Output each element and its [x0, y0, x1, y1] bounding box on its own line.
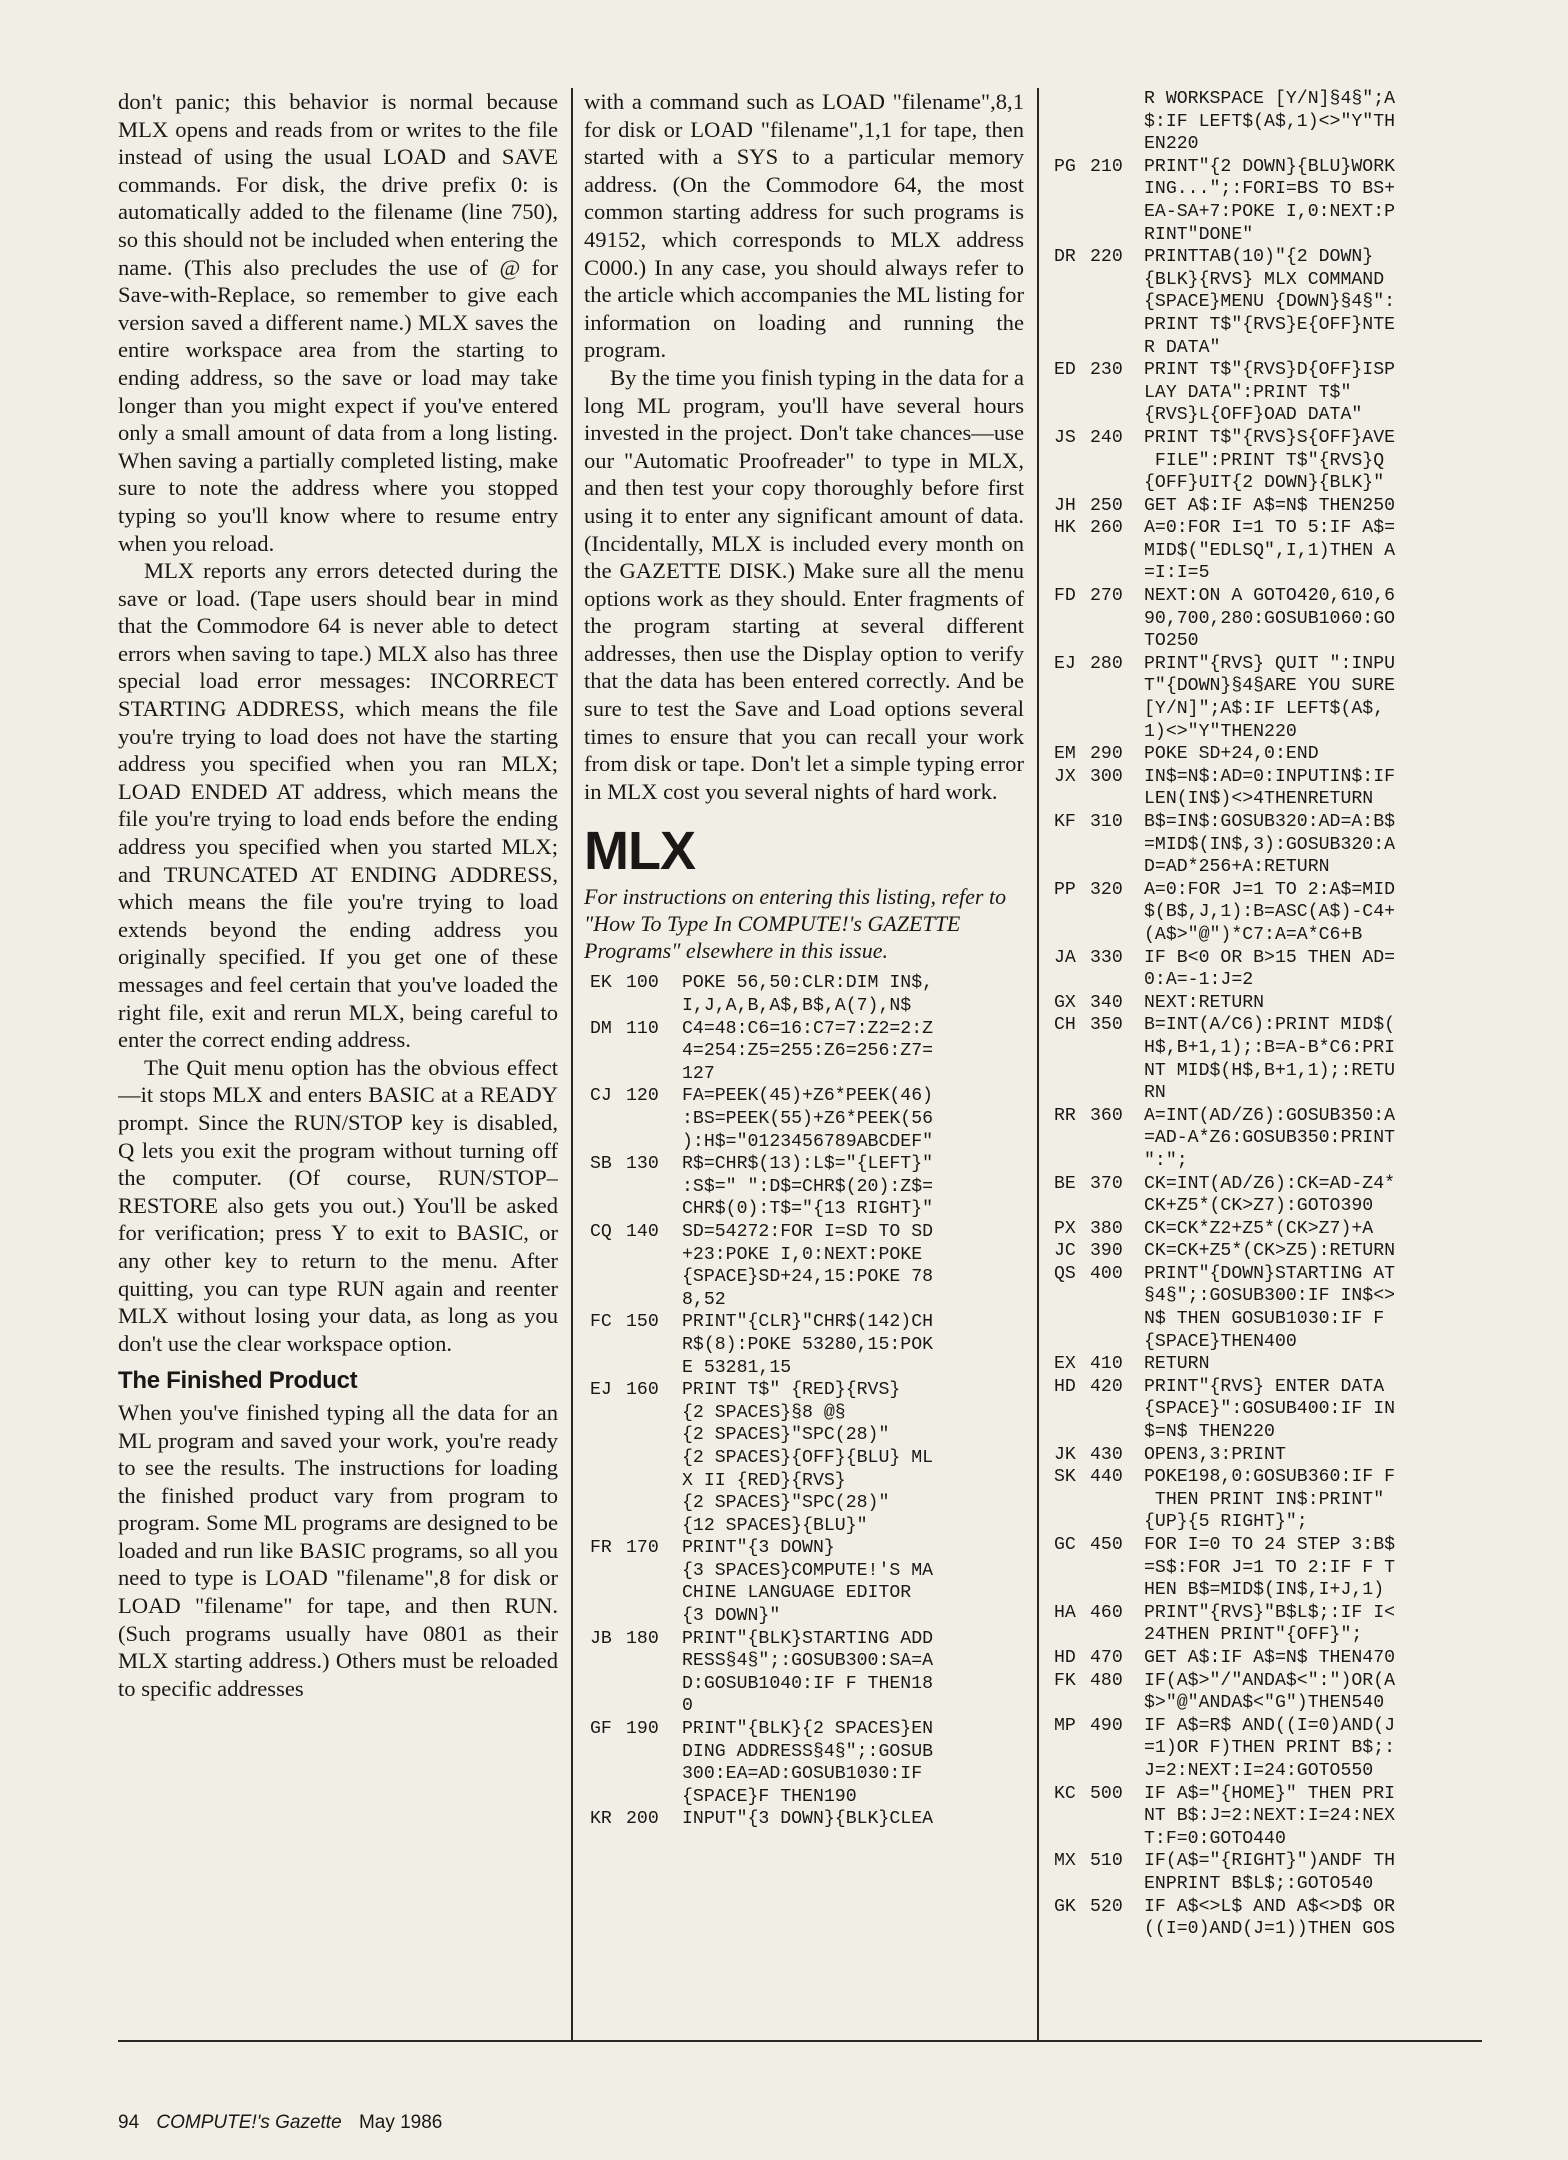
code-line — [1048, 1602, 1482, 1647]
line-number: 320 — [1090, 879, 1123, 900]
code-text: C4=48:C6=16:C7=7:Z2=2:Z 4=254:Z5=255:Z6=256:Z7= 127 — [682, 1018, 934, 1084]
checksum-label: CJ — [590, 1086, 612, 1107]
code-line — [1048, 1534, 1482, 1602]
line-number: 180 — [626, 1628, 659, 1649]
code-text: A=0:FOR I=1 TO 5:IF A$= MID$("EDLSQ",I,1)THEN A =I:I=5 — [1144, 518, 1396, 584]
checksum-label: HD — [1054, 1376, 1076, 1397]
line-number: 430 — [1090, 1444, 1123, 1465]
code-text: PRINTTAB(10)"{2 DOWN} {BLK}{RVS} MLX COMMAND {SPACE}MENU {DOWN}§4§": PRINT T$"{RVS}E{OFF}NTE R DATA" — [1144, 247, 1396, 358]
line-number: 270 — [1090, 586, 1123, 607]
line-number: 220 — [1090, 247, 1123, 268]
code-text: OPEN3,3:PRINT — [1144, 1444, 1286, 1465]
code-line — [1048, 1783, 1482, 1851]
code-line — [1048, 1466, 1482, 1534]
code-line — [1048, 1376, 1482, 1444]
code-line — [1048, 1105, 1482, 1173]
checksum-label: EK — [590, 973, 612, 994]
code-text: A=0:FOR J=1 TO 2:A$=MID $(B$,J,1):B=ASC(A$)-C4+ (A$>"@")*C7:A=A*C6+B — [1144, 879, 1396, 945]
code-text: CK=CK+Z5*(CK>Z5):RETURN — [1144, 1241, 1396, 1262]
body-paragraph: The Quit menu option has the obvious effect—it stops MLX and enters BASIC at a READY prompt. Since the RUN/STOP key is disabled, Q lets you exit the program without turning off the computer. (Of course, RUN/STOP–RESTORE also gets you out.) You'll be asked for verification; press Y to exit to BASIC, or any other key to return to the menu. After quitting, you can type RUN again and reenter MLX without losing your data, as long as you don't use the clear workspace option. — [118, 1054, 558, 1356]
code-line — [1048, 1647, 1482, 1670]
checksum-label: MX — [1054, 1851, 1076, 1872]
code-line — [1048, 427, 1482, 495]
line-number: 190 — [626, 1719, 659, 1740]
column-divider — [571, 88, 573, 2040]
checksum-label: KF — [1054, 812, 1076, 832]
code-line — [1048, 992, 1482, 1015]
line-number: 300 — [1090, 766, 1123, 787]
line-number: 420 — [1090, 1376, 1123, 1397]
checksum-label: HD — [1054, 1647, 1076, 1668]
line-number: 470 — [1090, 1647, 1123, 1668]
code-line — [1048, 517, 1482, 585]
checksum-label: PP — [1054, 879, 1076, 900]
code-text: SD=54272:FOR I=SD TO SD +23:POKE I,0:NEXT:POKE {SPACE}SD+24,15:POKE 78 8,52 — [682, 1221, 934, 1310]
code-line — [1048, 1014, 1482, 1104]
code-text: IF(A$>"/"ANDA$<":")OR(A $>"@"ANDA$<"G")THEN540 — [1144, 1670, 1396, 1714]
publication-name: COMPUTE!'s Gazette — [156, 2112, 342, 2133]
line-number: 370 — [1090, 1173, 1123, 1194]
code-line — [1048, 743, 1482, 766]
line-number: 280 — [1090, 653, 1123, 674]
checksum-label: JX — [1054, 766, 1076, 787]
code-text: B=INT(A/C6):PRINT MID$( H$,B+1,1);:B=A-B*C6:PRI NT MID$(H$,B+1,1);:RETU RN — [1144, 1015, 1396, 1104]
code-line — [1048, 947, 1482, 992]
issue-date: May 1986 — [358, 2112, 443, 2133]
code-line — [584, 1153, 1024, 1221]
checksum-label: CQ — [590, 1221, 612, 1242]
code-text: PRINT T$"{RVS}D{OFF}ISP LAY DATA":PRINT T$" {RVS}L{OFF}OAD DATA" — [1144, 360, 1396, 426]
checksum-label: GC — [1054, 1535, 1076, 1555]
code-line — [1048, 766, 1482, 811]
code-text: POKE 56,50:CLR:DIM IN$, I,J,A,B,A$,B$,A(7),N$ — [682, 973, 934, 1017]
line-number: 140 — [626, 1221, 659, 1242]
code-line — [1048, 1263, 1482, 1353]
code-text: PRINT"{3 DOWN} {3 SPACES}COMPUTE!'S MA CHINE LANGUAGE EDITOR {3 DOWN}" — [682, 1538, 934, 1627]
checksum-label: KC — [1054, 1783, 1076, 1804]
column-divider — [1037, 88, 1039, 2040]
program-listing — [1048, 88, 1482, 1941]
code-line — [584, 1537, 1024, 1627]
code-line — [1048, 246, 1482, 359]
checksum-label: GX — [1054, 992, 1076, 1013]
checksum-label: MP — [1054, 1715, 1076, 1736]
body-paragraph: with a command such as LOAD "filename",8,1 for disk or LOAD "filename",1,1 for tape, then started with a SYS to a particular memory address. (On the Commodore 64, the most common starting address for such programs is 49152, which corresponds to MLX address C000.) In any case, you should always refer to the article which accompanies the ML listing for information on loading and running the program. — [584, 89, 1024, 363]
line-number: 210 — [1090, 156, 1123, 177]
listing-title: MLX — [584, 821, 695, 882]
code-text: PRINT"{BLK}{2 SPACES}EN DING ADDRESS§4§";:GOSUB 300:EA=AD:GOSUB1030:IF {SPACE}F THEN190 — [682, 1719, 934, 1807]
body-paragraph: don't panic; this behavior is normal because MLX opens and reads from or writes to the file instead of using the usual LOAD and SAVE commands. For disk, the drive prefix 0: is automatically added to the filename (line 750), so this should not be included when entering the name. (This also precludes the use of @ for Save-with-Replace, so remember to give each version saved a different name.) MLX saves the entire workspace area from the starting to ending address, so the save or load may take longer than you might expect if you've entered only a small amount of data from a long listing. When saving a partially completed listing, make sure to note the address where you stopped typing so you'll know where to resume entry when you reload. — [118, 89, 558, 556]
line-number: 150 — [626, 1312, 659, 1333]
checksum-label: KR — [590, 1809, 612, 1830]
code-text: IF A$<>L$ AND A$<>D$ OR ((I=0)AND(J=1))THEN GOS — [1144, 1896, 1396, 1940]
checksum-label: DR — [1054, 247, 1076, 268]
code-line — [1048, 1850, 1482, 1895]
code-line — [1048, 1240, 1482, 1263]
code-text: IF A$=R$ AND((I=0)AND(J =1)OR F)THEN PRINT B$;: J=2:NEXT:I=24:GOTO550 — [1144, 1715, 1396, 1781]
code-line — [584, 1379, 1024, 1537]
checksum-label: JH — [1054, 495, 1076, 516]
code-line — [1048, 1218, 1482, 1241]
code-line — [584, 1628, 1024, 1718]
program-listing — [584, 972, 1024, 1831]
line-number: 460 — [1090, 1602, 1123, 1623]
checksum-label: QS — [1054, 1263, 1076, 1284]
body-paragraph: MLX reports any errors detected during the save or load. (Tape users should bear in mind that the Commodore 64 is never able to detect errors when saving to tape.) MLX also has three special load error messages: INCORRECT STARTING ADDRESS, which means the file you're trying to load does not have the starting address you specified when you ran MLX; LOAD ENDED AT address, which means the file you're trying to load ends before the ending address you specified when you started MLX; and TRUNCATED AT ENDING ADDRESS, which means the file you're trying to load extends beyond the ending address you originally specified. If you get one of these messages and feel certain that you've loaded the right file, exit and rerun MLX, being careful to enter the correct ending address. — [118, 558, 558, 1053]
line-number: 450 — [1090, 1535, 1123, 1555]
code-line — [584, 972, 1024, 1017]
code-line — [1048, 1173, 1482, 1218]
body-paragraph: By the time you finish typing in the data for a long ML program, you'll have several hours invested in the project. Don't take chances—use our "Automatic Proofreader" to type in MLX, and then test your copy thoroughly before first using it to enter any significant amount of data. (Incidentally, MLX is included every month on the GAZETTE DISK.) Make sure all the menu options work as they should. Enter fragments of the program starting at several different addresses, then use the Display option to verify that the data has been entered correctly. And be sure to test the Save and Load options several times to ensure that you can recall your work from disk or tape. Don't let a simple typing error in MLX cost you several nights of hard work. — [584, 364, 1024, 804]
code-line — [584, 1311, 1024, 1379]
line-number: 310 — [1090, 812, 1123, 832]
code-text: NEXT:ON A GOTO420,610,6 90,700,280:GOSUB1060:GO TO250 — [1144, 586, 1396, 652]
line-number: 170 — [626, 1538, 659, 1559]
line-number: 130 — [626, 1154, 659, 1175]
checksum-label: PX — [1054, 1218, 1076, 1239]
code-line — [584, 1808, 1024, 1831]
code-line — [1048, 1444, 1482, 1467]
line-number: 260 — [1090, 518, 1123, 539]
code-text: PRINT"{RVS}"B$L$;:IF I< 24THEN PRINT"{OFF}"; — [1144, 1602, 1396, 1646]
checksum-label: GF — [590, 1719, 612, 1740]
checksum-label: EJ — [1054, 653, 1076, 674]
checksum-label: GK — [1054, 1896, 1076, 1917]
body-paragraph: When you've finished typing all the data for an ML program and saved your work, you're ready to see the results. The instructions for loading the finished product vary from program to program. Some ML programs are designed to be loaded and run like BASIC programs, so all you need to type is LOAD "filename",8 for disk or LOAD "filename" for tape, and then RUN. (Such programs usually have 0801 as their MLX starting address.) Others must be reloaded to specific addresses — [118, 1399, 558, 1701]
checksum-label: PG — [1054, 156, 1076, 177]
code-text: FOR I=0 TO 24 STEP 3:B$ =S$:FOR J=1 TO 2:IF F T HEN B$=MID$(IN$,I+J,1) — [1144, 1535, 1396, 1601]
checksum-label: BE — [1054, 1173, 1076, 1194]
code-line — [1048, 1353, 1482, 1376]
code-line — [584, 1085, 1024, 1153]
checksum-label: FC — [590, 1312, 612, 1333]
code-text: PRINT"{BLK}STARTING ADD RESS§4§";:GOSUB300:SA=A D:GOSUB1040:IF F THEN18 0 — [682, 1628, 934, 1717]
code-text: POKE SD+24,0:END — [1144, 744, 1319, 765]
code-text: A=INT(AD/Z6):GOSUB350:A =AD-A*Z6:GOSUB350:PRINT ":"; — [1144, 1105, 1396, 1171]
checksum-label: DM — [590, 1018, 612, 1039]
line-number: 110 — [626, 1018, 659, 1039]
code-line — [1048, 88, 1482, 156]
checksum-label: JC — [1054, 1241, 1076, 1262]
line-number: 520 — [1090, 1896, 1123, 1917]
line-number: 250 — [1090, 495, 1123, 516]
code-line — [1048, 811, 1482, 879]
code-text: R$=CHR$(13):L$="{LEFT}" :S$=" ":D$=CHR$(20):Z$= CHR$(0):T$="{13 RIGHT}" — [682, 1154, 934, 1220]
checksum-label: RR — [1054, 1105, 1076, 1126]
code-line — [1048, 495, 1482, 518]
column-3 — [1048, 88, 1482, 2040]
checksum-label: JB — [590, 1628, 612, 1649]
code-text: NEXT:RETURN — [1144, 992, 1265, 1013]
line-number: 340 — [1090, 992, 1123, 1013]
line-number: 380 — [1090, 1218, 1123, 1239]
listing-instructions: For instructions on entering this listing, refer to "How To Type In COMPUTE!'s GAZETTE Programs" elsewhere in this issue. — [584, 884, 1007, 964]
code-line — [1048, 585, 1482, 653]
code-text: PRINT"{2 DOWN}{BLU}WORK ING...";:FORI=BS TO BS+ EA-SA+7:POKE I,0:NEXT:P RINT"DONE" — [1144, 156, 1396, 245]
page-number: 94 — [118, 2112, 140, 2133]
line-number: 200 — [626, 1809, 659, 1830]
line-number: 100 — [626, 973, 659, 994]
line-number: 290 — [1090, 744, 1123, 765]
code-text: PRINT T$" {RED}{RVS} {2 SPACES}§8 @§ {2 SPACES}"SPC(28)" {2 SPACES}{OFF}{BLU} ML X II {RED}{RVS} {2 SPACES}"SPC(28)" {12 SPACES}{BLU}" — [682, 1380, 934, 1536]
line-number: 480 — [1090, 1670, 1123, 1691]
line-number: 440 — [1090, 1467, 1123, 1488]
line-number: 400 — [1090, 1263, 1123, 1284]
code-text: PRINT"{RVS} ENTER DATA {SPACE}":GOSUB400:IF IN $=N$ THEN220 — [1144, 1376, 1396, 1443]
code-text: B$=IN$:GOSUB320:AD=A:B$ =MID$(IN$,3):GOSUB320:A D=AD*256+A:RETURN — [1144, 812, 1396, 878]
code-text: GET A$:IF A$=N$ THEN470 — [1144, 1647, 1396, 1668]
page-bottom-rule — [118, 2040, 1482, 2042]
column-2 — [584, 88, 1024, 2040]
code-line — [1048, 1896, 1482, 1941]
code-text: POKE198,0:GOSUB360:IF F THEN PRINT IN$:PRINT" {UP}{5 RIGHT}"; — [1144, 1467, 1396, 1533]
code-line — [1048, 879, 1482, 947]
code-line — [1048, 1715, 1482, 1783]
checksum-label: ED — [1054, 360, 1076, 381]
code-text: GET A$:IF A$=N$ THEN250 — [1144, 495, 1396, 516]
checksum-label: SB — [590, 1154, 612, 1175]
line-number: 360 — [1090, 1105, 1123, 1126]
line-number: 160 — [626, 1380, 659, 1401]
code-text: PRINT"{CLR}"CHR$(142)CH R$(8):POKE 53280,15:POK E 53281,15 — [682, 1312, 934, 1378]
checksum-label: CH — [1054, 1015, 1076, 1036]
checksum-label: SK — [1054, 1467, 1076, 1488]
code-text: RETURN — [1144, 1354, 1210, 1375]
code-line — [584, 1018, 1024, 1086]
code-text: IF B<0 OR B>15 THEN AD= 0:A=-1:J=2 — [1144, 947, 1396, 991]
checksum-label: EX — [1054, 1354, 1076, 1375]
code-line — [584, 1221, 1024, 1311]
line-number: 490 — [1090, 1715, 1123, 1736]
checksum-label: EJ — [590, 1380, 612, 1401]
code-text: IF(A$="{RIGHT}")ANDF TH ENPRINT B$L$;:GOTO540 — [1144, 1851, 1396, 1894]
code-text: CK=CK*Z2+Z5*(CK>Z7)+A — [1144, 1218, 1374, 1239]
column-1 — [118, 88, 558, 2040]
line-number: 350 — [1090, 1015, 1123, 1036]
checksum-label: FD — [1054, 586, 1076, 607]
code-text: FA=PEEK(45)+Z6*PEEK(46) :BS=PEEK(55)+Z6*PEEK(56 ):H$="0123456789ABCDEF" — [682, 1086, 934, 1152]
checksum-label: HK — [1054, 518, 1076, 539]
section-heading: The Finished Product — [118, 1367, 358, 1395]
code-line — [1048, 1670, 1482, 1715]
line-number: 120 — [626, 1086, 659, 1107]
checksum-label: EM — [1054, 744, 1076, 765]
code-line — [1048, 359, 1482, 427]
code-text: IF A$="{HOME}" THEN PRI NT B$:J=2:NEXT:I=24:NEX T:F=0:GOTO440 — [1144, 1783, 1396, 1849]
line-number: 230 — [1090, 360, 1123, 381]
checksum-label: HA — [1054, 1602, 1076, 1623]
code-line — [584, 1718, 1024, 1808]
code-text: CK=INT(AD/Z6):CK=AD-Z4* CK+Z5*(CK>Z7):GOTO390 — [1144, 1173, 1396, 1217]
checksum-label: JA — [1054, 947, 1076, 968]
checksum-label: JK — [1054, 1444, 1076, 1465]
line-number: 330 — [1090, 947, 1123, 968]
code-text: IN$=N$:AD=0:INPUTIN$:IF LEN(IN$)<>4THENRETURN — [1144, 766, 1396, 810]
line-number: 410 — [1090, 1354, 1123, 1375]
checksum-label: FR — [590, 1538, 612, 1559]
code-text: INPUT"{3 DOWN}{BLK}CLEA — [682, 1809, 934, 1830]
code-line — [1048, 156, 1482, 246]
code-text: PRINT"{DOWN}STARTING AT §4§";:GOSUB300:IF IN$<> N$ THEN GOSUB1030:IF F {SPACE}THEN400 — [1144, 1263, 1396, 1352]
line-number: 240 — [1090, 427, 1123, 448]
page-footer — [118, 2112, 454, 2134]
code-text: PRINT"{RVS} QUIT ":INPU T"{DOWN}§4§ARE YOU SURE [Y/N]";A$:IF LEFT$(A$, 1)<>"Y"THEN220 — [1144, 653, 1396, 742]
line-number: 500 — [1090, 1783, 1123, 1804]
code-line — [1048, 653, 1482, 743]
line-number: 390 — [1090, 1241, 1123, 1262]
line-number: 510 — [1090, 1851, 1123, 1872]
code-text: R WORKSPACE [Y/N]§4§";A $:IF LEFT$(A$,1)<>"Y"TH EN220 — [1144, 89, 1396, 155]
checksum-label: JS — [1054, 427, 1076, 448]
checksum-label: FK — [1054, 1670, 1076, 1691]
code-text: PRINT T$"{RVS}S{OFF}AVE FILE":PRINT T$"{RVS}Q {OFF}UIT{2 DOWN}{BLK}" — [1144, 427, 1396, 494]
